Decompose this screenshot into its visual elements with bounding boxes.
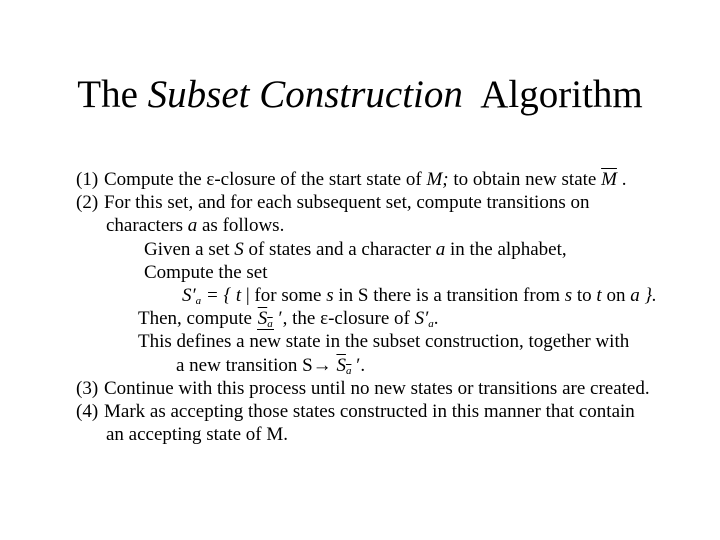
- step-2-l6e: .: [433, 308, 439, 330]
- set-open: = {: [201, 284, 236, 306]
- step-2-line-7-text: This defines a new state in the subset construction, together with: [138, 331, 630, 353]
- step-3-text: Continue with this process until no new states or transitions are created.: [104, 377, 650, 399]
- step-2-l6d: S′: [414, 308, 429, 330]
- step-4-line-2: [76, 423, 706, 446]
- step-2-l8a: a new transition S→: [176, 354, 337, 376]
- step-2-l3e: in the alphabet,: [445, 238, 567, 260]
- step-2-line-3: [76, 238, 706, 261]
- step-2-l6a: Then, compute: [138, 308, 257, 330]
- step-2-line-7: [76, 330, 706, 353]
- step-2-line-6: [76, 307, 706, 330]
- title-part-1: The: [77, 73, 148, 116]
- step-2-l3c: of states and a character: [243, 238, 436, 260]
- step-2-l3a: Given a set: [144, 238, 235, 260]
- s-prime-sub: a: [195, 294, 202, 307]
- step-2-line-4-text: Compute the set: [144, 261, 268, 283]
- step-2-line-1: [76, 191, 706, 214]
- step-2-l2b: a: [187, 215, 198, 237]
- step-2-line-8: [76, 354, 706, 377]
- step-2-l2c: as follows.: [197, 215, 285, 237]
- set-text-d: on: [601, 284, 631, 306]
- step-1-text: [104, 168, 626, 191]
- s-a-bar: [257, 308, 274, 330]
- set-text-b: in S there is a transition from: [333, 284, 565, 306]
- s-a-bar-2: [336, 355, 351, 376]
- step-4-line-1: [76, 400, 706, 423]
- set-a: a: [630, 284, 640, 306]
- step-2-line-5: [76, 284, 706, 307]
- s-a-bar-s: S: [257, 308, 268, 330]
- s-prime: S′: [182, 284, 196, 306]
- title-part-2: Algorithm: [462, 73, 643, 116]
- set-t: t: [235, 284, 242, 306]
- step-2-l2a: characters: [106, 215, 188, 237]
- step-2-l6c: ′, the ε-closure of: [273, 308, 415, 330]
- s-a-bar-2-s: S: [336, 354, 346, 376]
- step-4-number: (4): [76, 400, 99, 422]
- step-2-line-2: [76, 214, 706, 237]
- step-1-text-a: Compute the ε-closure of the start state of: [104, 169, 427, 190]
- step-2-number: (2): [76, 192, 99, 214]
- step-2-line-4: [76, 261, 706, 284]
- set-text-a: | for some: [241, 284, 327, 306]
- step-3: [76, 377, 706, 400]
- step-4-line-2-text: an accepting state of M.: [106, 424, 289, 446]
- set-text-c: to: [572, 284, 597, 306]
- step-1-m: M;: [426, 169, 449, 190]
- s-a-bar-sub: a: [267, 318, 273, 331]
- step-1-number: (1): [76, 169, 99, 190]
- step-2-l8c: ′.: [351, 354, 366, 376]
- set-close: }.: [639, 284, 657, 306]
- step-1: [76, 168, 706, 191]
- step-2-l6-sub2: a: [428, 318, 434, 331]
- step-1-text-b: to obtain new state: [448, 169, 602, 190]
- set-s: s: [326, 284, 334, 306]
- algorithm-steps: [76, 168, 706, 446]
- step-2-line-1-text: For this set, and for each subsequent set, compute transitions on: [104, 192, 590, 214]
- step-2-l3d: a: [435, 238, 446, 260]
- s-a-bar-2-sub: a: [345, 364, 352, 377]
- step-2-line-2-text: [106, 214, 284, 237]
- step-4-line-1-text: Mark as accepting those states constructed in this manner that contain: [104, 400, 635, 422]
- slide-title: [0, 72, 720, 118]
- title-italic: Subset Construction: [147, 73, 463, 116]
- step-2-l3b: S: [234, 238, 244, 260]
- set-s-2: s: [564, 284, 573, 306]
- step-3-number: (3): [76, 377, 99, 399]
- step-1-m-bar: $\overline{M}$: [601, 169, 617, 190]
- step-1-text-c: .: [616, 169, 627, 190]
- set-t-2: t: [596, 284, 602, 306]
- step-2-line-3-text: [144, 238, 567, 261]
